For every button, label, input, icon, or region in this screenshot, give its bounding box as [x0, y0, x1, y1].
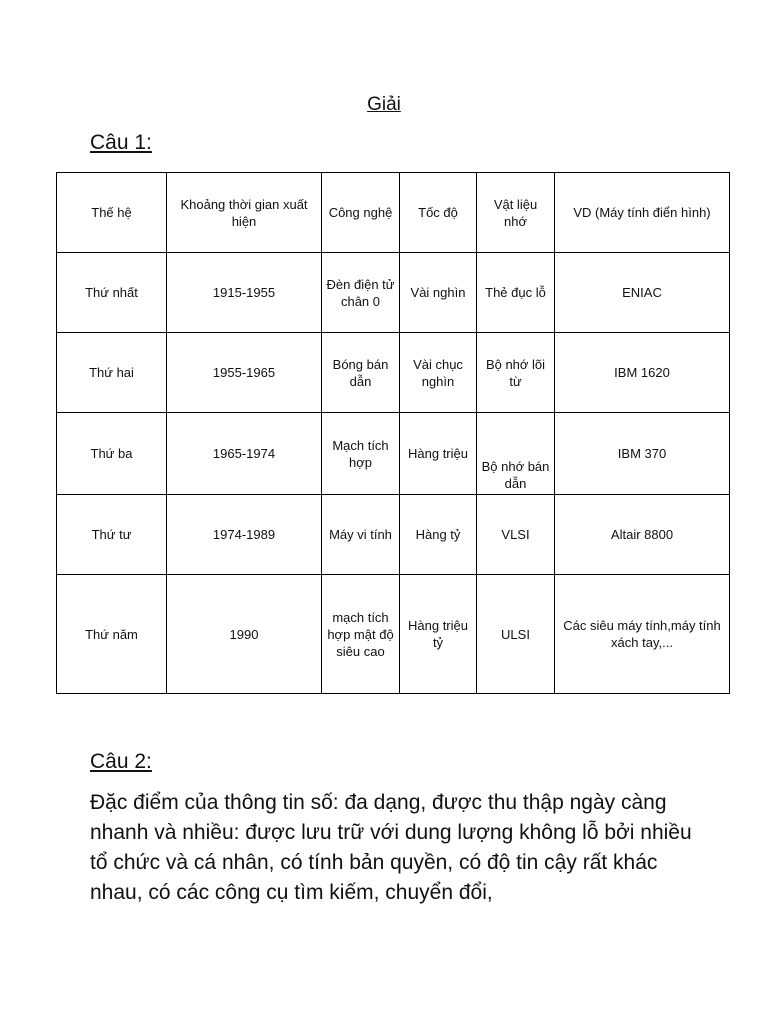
- table-header-row: [57, 173, 730, 253]
- table-cell: 1965-1974: [167, 413, 322, 495]
- table-cell: 1955-1965: [167, 333, 322, 413]
- table-cell: VLSI: [477, 495, 555, 575]
- table-cell: Bộ nhớ lõi từ: [477, 333, 555, 413]
- table-cell: Máy vi tính: [322, 495, 400, 575]
- header-cell: Thế hệ: [57, 173, 167, 253]
- table-cell: Altair 8800: [555, 495, 730, 575]
- table-cell: Bóng bán dẫn: [322, 333, 400, 413]
- table-cell: Thứ hai: [57, 333, 167, 413]
- header-cell: Vật liệu nhớ: [477, 173, 555, 253]
- computer-generations-table: [56, 172, 730, 694]
- table-cell: Thứ năm: [57, 575, 167, 694]
- table-cell: Hàng triệu: [400, 413, 477, 495]
- table-cell: 1974-1989: [167, 495, 322, 575]
- table-cell: Các siêu máy tính,máy tính xách tay,...: [555, 575, 730, 694]
- table-row: [57, 333, 730, 413]
- table-cell: ENIAC: [555, 253, 730, 333]
- header-cell: Công nghệ: [322, 173, 400, 253]
- table-cell: Hàng tỷ: [400, 495, 477, 575]
- table-cell: IBM 370: [555, 413, 730, 495]
- header-cell: Khoảng thời gian xuất hiện: [167, 173, 322, 253]
- table-cell: Vài chục nghìn: [400, 333, 477, 413]
- table-cell: Thẻ đục lỗ: [477, 253, 555, 333]
- table-cell: ULSI: [477, 575, 555, 694]
- table-row: [57, 575, 730, 694]
- table-cell: 1915-1955: [167, 253, 322, 333]
- header-cell: VD (Máy tính điển hình): [555, 173, 730, 253]
- table-cell: Thứ tư: [57, 495, 167, 575]
- table-cell: Thứ nhất: [57, 253, 167, 333]
- table-row: [57, 413, 730, 495]
- table-cell: Hàng triệu tỷ: [400, 575, 477, 694]
- table-cell: Mạch tích hợp: [322, 413, 400, 495]
- table-cell: IBM 1620: [555, 333, 730, 413]
- header-cell: Tốc độ: [400, 173, 477, 253]
- table-cell: 1990: [167, 575, 322, 694]
- question-1-heading: Câu 1:: [90, 131, 152, 154]
- table-row: [57, 253, 730, 333]
- table-cell: Bộ nhớ bán dẫn: [477, 413, 555, 495]
- question-2-answer: Đặc điểm của thông tin số: đa dạng, được thu thập ngày càng nhanh và nhiều: được lưu trữ với dung lượng không lỗ bởi nhiều tổ chức và cá nhân, có tính bản quyền, có độ tin cậy rất khác nhau, có các công cụ tìm kiếm, chuyển đổi,: [90, 791, 692, 904]
- table-cell: Đèn điện tử chân 0: [322, 253, 400, 333]
- table-row: [57, 495, 730, 575]
- table-cell: Thứ ba: [57, 413, 167, 495]
- table-cell: Vài nghìn: [400, 253, 477, 333]
- table-cell: mạch tích hợp mật độ siêu cao: [322, 575, 400, 694]
- document-title: Giải: [367, 94, 401, 115]
- question-2-heading: Câu 2:: [90, 750, 152, 773]
